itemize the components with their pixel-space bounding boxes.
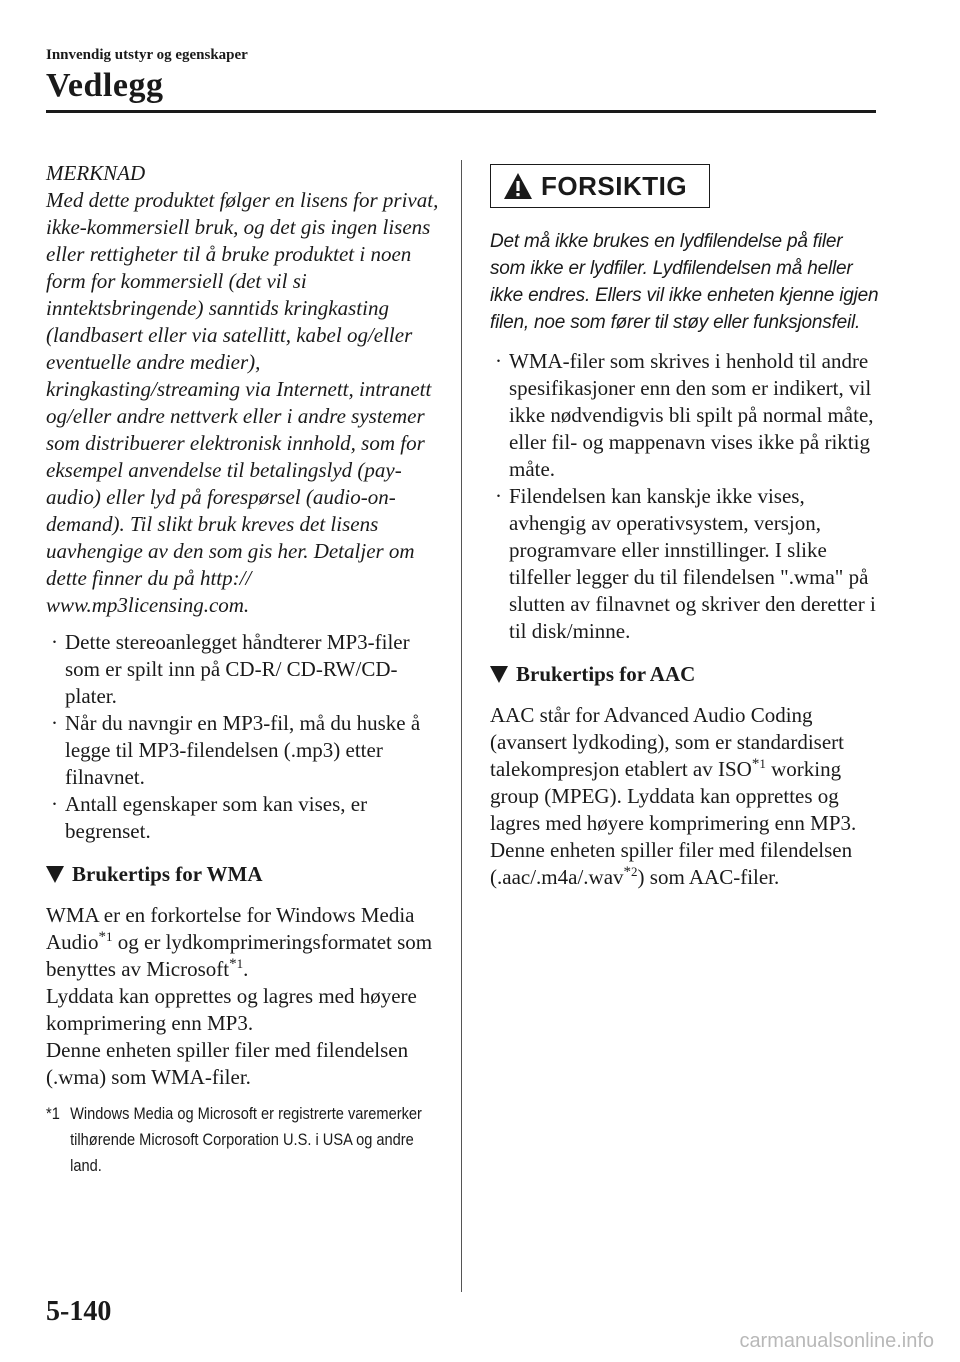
wma-paragraph-3: Denne enheten spiller filer med filendelsen (.wma) som WMA-filer. — [46, 1038, 409, 1089]
column-divider — [461, 160, 462, 1292]
footnote — [46, 1101, 433, 1179]
caution-text: Det må ikke brukes en lydfilendelse på filer som ikke er lydfiler. Lydfilendelsen må heller ikke endres. Ellers vil ikke enheten kjenne igjen filen, noe som fører til støy eller funksjonsfeil. — [490, 231, 879, 333]
page-title: Vedlegg — [46, 67, 164, 104]
left-bullet-list — [46, 629, 441, 845]
note-body: Med dette produktet følger en lisens for privat, ikke-kommersiell bruk, og det gis ingen lisens eller rettigheter til å bruke produktet i noen form for kommersiell (det vil si inntektsbringende) sanntids kringkasting (landbasert eller via satellitt, kabel og/eller eventuelle andre medier), kringkasting/streaming via Internett, intranett og/eller andre nettverk eller i andre systemer som distribuerer elektronisk innhold, som for eksempel anvendelse til betalingslyd (pay-audio) eller lyd på forespørsel (audio-on-demand). Til slikt bruk kreves det lisens uavhengige av den som gis her. Detaljer om dette finner du på http:// www.mp3licensing.com. — [46, 188, 439, 617]
triangle-down-icon — [46, 866, 64, 883]
triangle-down-icon — [490, 666, 508, 683]
footnote-mark: *1 — [46, 1104, 60, 1123]
footnote-ref: *2 — [623, 864, 638, 880]
list-item: · WMA-filer som skrives i henhold til andre spesifikasjoner enn den som er indikert, vil ikke nødvendigvis bli spilt på normal måte, eller fil- og mappenavn vises ikke på riktig måte. — [495, 349, 874, 481]
footnote-ref: *1 — [229, 956, 244, 972]
aac-paragraph-1: AAC står for Advanced Audio Coding (avansert lydkoding), som er standardisert talekompresjon etablert av ISO$^{*1}$ working group (MPEG). Lyddata kan opprettes og lagres med høyere komprimering enn MP3. — [490, 703, 857, 835]
bullet-icon: · — [51, 711, 58, 735]
footnote-ref: *1 — [98, 929, 113, 945]
aac-paragraph-2: Denne enheten spiller filer med filendelsen (.aac/.m4a/.wav$^{*2}$) som AAC-filer. — [490, 838, 853, 889]
aac-heading: Brukertips for AAC — [490, 661, 880, 688]
list-item: · Antall egenskaper som kan vises, er begrenset. — [51, 792, 368, 843]
bullet-icon: · — [51, 792, 58, 816]
section-subtitle: Innvendig utstyr og egenskaper — [46, 47, 248, 63]
bullet-icon: · — [495, 484, 502, 508]
left-column — [46, 160, 441, 1179]
bullet-icon: · — [495, 349, 502, 373]
footnote-ref: *1 — [751, 756, 766, 772]
page-number: 5-140 — [46, 1296, 112, 1327]
right-bullet-list — [490, 348, 880, 645]
note-title: MERKNAD — [46, 161, 146, 185]
warning-icon — [503, 172, 533, 200]
footnote-text: Windows Media og Microsoft er registrerte varemerker tilhørende Microsoft Corporation U.S. i USA og andre land. — [70, 1104, 422, 1175]
caution-label: FORSIKTIG — [541, 170, 688, 201]
wma-paragraph-2: Lyddata kan opprettes og lagres med høyere komprimering enn MP3. — [46, 984, 417, 1035]
caution-box — [490, 164, 710, 208]
header-rule — [46, 110, 876, 113]
note-block — [46, 160, 441, 619]
list-item: · Dette stereoanlegget håndterer MP3-filer som er spilt inn på CD-R/ CD-RW/CD-plater. — [51, 630, 410, 708]
wma-paragraph-1: WMA er en forkortelse for Windows Media Audio$^{*1}$ og er lydkomprimeringsformatet som benyttes av Microsoft$^{*1}$. — [46, 903, 433, 981]
wma-heading: Brukertips for WMA — [46, 861, 441, 888]
right-column — [490, 160, 880, 891]
list-item: · Filendelsen kan kanskje ikke vises, avhengig av operativsystem, versjon, programvare eller innstillinger. I slike tilfeller legger du til filendelsen ".wma" på slutten av filnavnet og skriver den deretter i til disk/minne. — [495, 484, 876, 643]
page-header — [46, 46, 876, 106]
watermark: carmanualsonline.info — [739, 1330, 934, 1352]
bullet-icon: · — [51, 630, 58, 654]
list-item: · Når du navngir en MP3-fil, må du huske å legge til MP3-filendelsen (.mp3) etter filnavnet. — [51, 711, 421, 789]
